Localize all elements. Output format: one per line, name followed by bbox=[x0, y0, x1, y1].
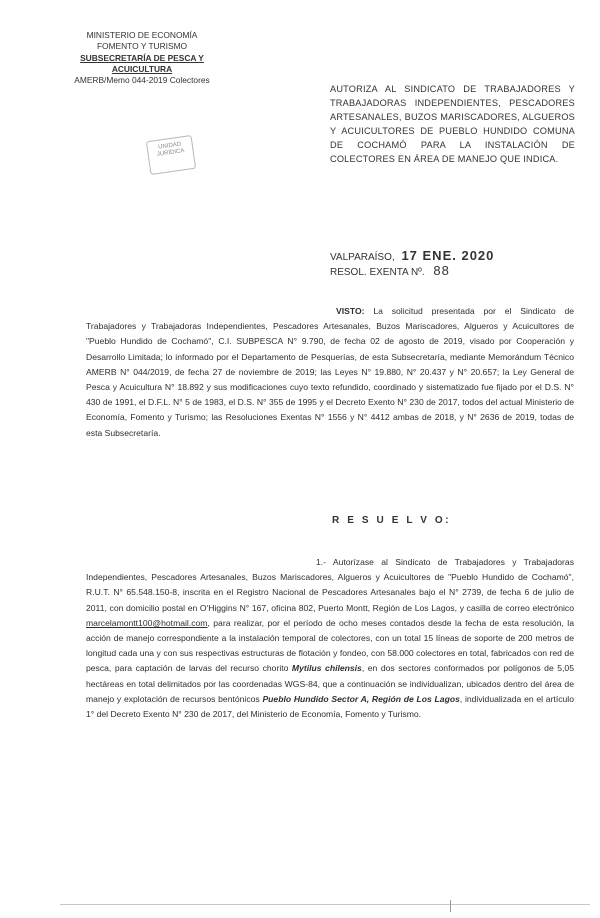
ministry-header bbox=[52, 30, 232, 86]
date-value: 17 ENE. 2020 bbox=[401, 248, 495, 263]
article-1-text-c: , en dos sectores conformados por polígonos de 5,05 hectáreas en total delimitados por las coordenadas WGS-84, que a continuación se individualizan, ubicados dentro del área de manejo y explotación de recursos bentónicos bbox=[86, 663, 574, 704]
article-1-text-b: , para realizar, por el período de ocho meses contados desde la fecha de esta resolución, la acción de manejo correspondiente a la instalación temporal de colectores, con un total 15 líneas de soporte de 200 metros de longitud cada una y con sus respectivas estructuras de flotación y fondeo, con 58.000 colectores en total, fabricados con red de pesca, para captación de larvas del recurso chorito bbox=[86, 617, 574, 674]
page-corner-mark bbox=[450, 900, 459, 912]
subsecretariat-name: SUBSECRETARÍA DE PESCA Y ACUICULTURA bbox=[80, 52, 204, 74]
resolution-title: AUTORIZA AL SINDICATO DE TRABAJADORES Y TRABAJADORAS INDEPENDIENTES, PESCADORES ARTESANALES, BUZOS MARISCADORES, ALGUEROS Y ACUICULTORES DE PUEBLO HUNDIDO COMUNA DE COCHAMÓ PARA LA INSTALACIÓN DE COLECTORES EN ÁREA DE MANEJO QUE INDICA. bbox=[330, 84, 575, 164]
species-name: Mytilus chilensis bbox=[291, 663, 362, 674]
ministry-name: MINISTERIO DE ECONOMÍA bbox=[86, 30, 198, 40]
memo-reference: AMERB/Memo 044-2019 Colectores bbox=[74, 75, 210, 86]
resolution-number: 88 bbox=[433, 263, 450, 278]
article-1-text-a: 1.- Autorízase al Sindicato de Trabajadores y Trabajadoras Independientes, Pescadores Artesanales, Buzos Mariscadores, Algueros y Acuicultores de "Pueblo Hundido de Cochamó", R.U.T. N° 65.548.150-8, inscrita en el Registro Nacional de Pescadores Artesanales bajo el N° 2739, de fecha 6 de julio de 2011, con domicilio postal en O'Higgins N° 167, oficina 802, Puerto Montt, Región de Los Lagos, y casilla de correo electrónico bbox=[86, 557, 574, 613]
resuelvo-heading: R E S U E L V O: bbox=[332, 515, 452, 526]
ministry-subname: FOMENTO Y TURISMO bbox=[96, 41, 188, 52]
page-bottom-line bbox=[60, 904, 590, 905]
email-link[interactable]: marcelamontt100@hotmail.com bbox=[86, 617, 208, 628]
legal-unit-stamp bbox=[146, 135, 196, 175]
article-1-text-d: , individualizada en el artículo 1° del Decreto Exento N° 230 de 2017, del Ministerio de Economía, Fomento y Turismo. bbox=[86, 693, 574, 720]
article-1-paragraph bbox=[86, 555, 574, 722]
city-label: VALPARAÍSO, bbox=[330, 252, 395, 263]
visto-text: La solicitud presentada por el Sindicato de Trabajadores y Trabajadoras Independientes, Pescadores Artesanales, Buzos Mariscadores, Algueros y Acuicultores de "Pueblo Hundido de Cochamó", C.I. SUBPESCA N° 9.790, de fecha 02 de agosto de 2019, visado por Cooperación y Desarrollo Limitada; lo informado por el Departamento de Pesquerías, de esta Subsecretaría, mediante Memorándum Técnico AMERB N° 044/2019, de fecha 27 de noviembre de 2019; las Leyes N° 19.880, N° 20.437 y N° 20.657; la Ley General de Pesca y Acuicultura N° 18.892 y sus modificaciones cuyo texto refundido, coordinado y sistematizado fue fijado por el D.S. N° 430 de 1991, el D.F.L. N° 5 de 1983, el D.S. N° 355 de 1995 y el Decreto Exento N° 230 de 2017, todos del actual Ministerio de Economía, Fomento y Turismo; las Resoluciones Exentas N° 1556 y N° 4412 ambas de 2018, y N° 2636 de 2019, todas de esta Subsecretaría. bbox=[86, 306, 574, 438]
stamp-line-1: UNIDAD bbox=[157, 141, 182, 151]
resolution-number-line bbox=[330, 263, 580, 278]
resolution-label: RESOL. EXENTA Nº. bbox=[330, 267, 425, 278]
area-name: Pueblo Hundido Sector A, Región de Los Lagos bbox=[262, 693, 460, 704]
date-line bbox=[330, 248, 580, 263]
visto-label: VISTO: bbox=[336, 306, 365, 316]
visto-paragraph bbox=[86, 304, 574, 441]
stamp-line-2: JURÍDICA bbox=[156, 148, 185, 158]
